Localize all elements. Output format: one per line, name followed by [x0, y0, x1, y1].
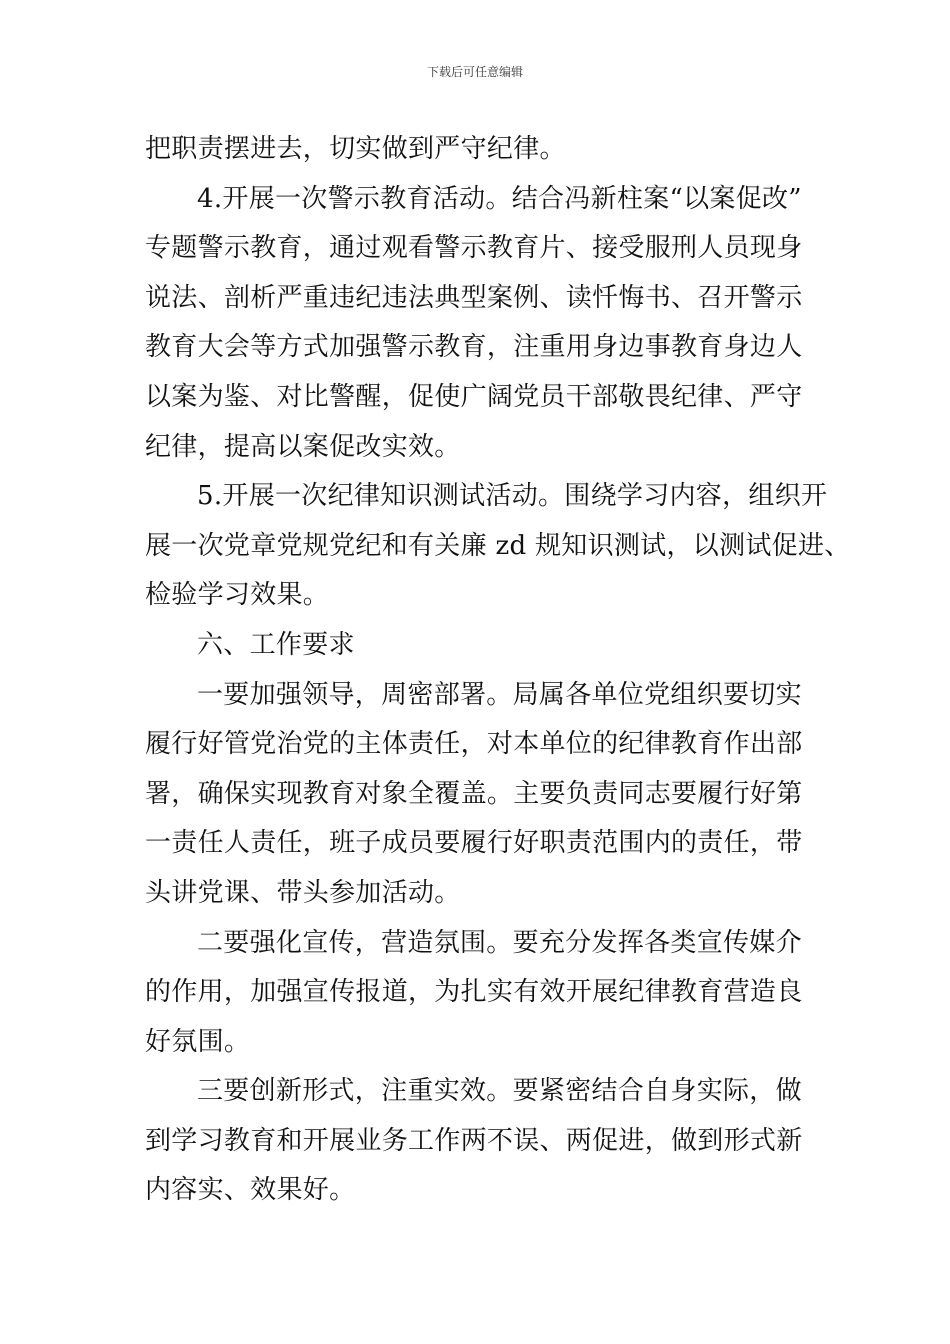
text-line: 纪律，提高以案促改实效。	[145, 431, 461, 462]
text-line: 4.开展一次警示教育活动。结合冯新柱案“以案促改”	[197, 183, 802, 214]
text-line: 一责任人责任，班子成员要履行好职责范围内的责任，带	[145, 828, 803, 859]
text-line: 检验学习效果。	[145, 580, 330, 611]
text-line: 专题警示教育，通过观看警示教育片、接受服刑人员现身	[145, 233, 803, 264]
text-line: 好氛围。	[145, 1026, 251, 1057]
text-line: 把职责摆进去，切实做到严守纪律。	[145, 134, 566, 164]
text-line: 二要强化宣传，营造氛围。要充分发挥各类宣传媒介	[197, 927, 802, 958]
page-header: 下载后可任意编辑	[426, 65, 523, 79]
text-line: 六、工作要求	[197, 629, 355, 660]
text-line: 说法、剖析严重违纪违法典型案例、读忏悔书、召开警示	[145, 282, 803, 313]
text-line: 的作用，加强宣传报道，为扎实有效开展纪律教育营造良	[145, 977, 803, 1008]
text-line: 履行好管党治党的主体责任，对本单位的纪律教育作出部	[145, 729, 803, 760]
text-line: 展一次党章党规党纪和有关廉 zd 规知识测试，以测试促进、	[145, 530, 851, 561]
text-line: 三要创新形式，注重实效。要紧密结合自身实际，做	[197, 1076, 802, 1107]
text-line: 头讲党课、带头参加活动。	[145, 877, 461, 908]
document-body	[145, 125, 851, 1216]
text-line: 内容实、效果好。	[145, 1175, 356, 1206]
text-line: 以案为鉴、对比警醒，促使广阔党员干部敬畏纪律、严守	[145, 381, 803, 412]
text-line: 到学习教育和开展业务工作两不误、两促进，做到形式新	[145, 1125, 803, 1156]
text-line: 署，确保实现教育对象全覆盖。主要负责同志要履行好第	[145, 778, 803, 809]
text-line: 一要加强领导，周密部署。局属各单位党组织要切实	[197, 679, 802, 710]
text-line: 教育大会等方式加强警示教育，注重用身边事教育身边人	[145, 332, 803, 363]
text-line: 5.开展一次纪律知识测试活动。围绕学习内容，组织开	[197, 481, 828, 512]
